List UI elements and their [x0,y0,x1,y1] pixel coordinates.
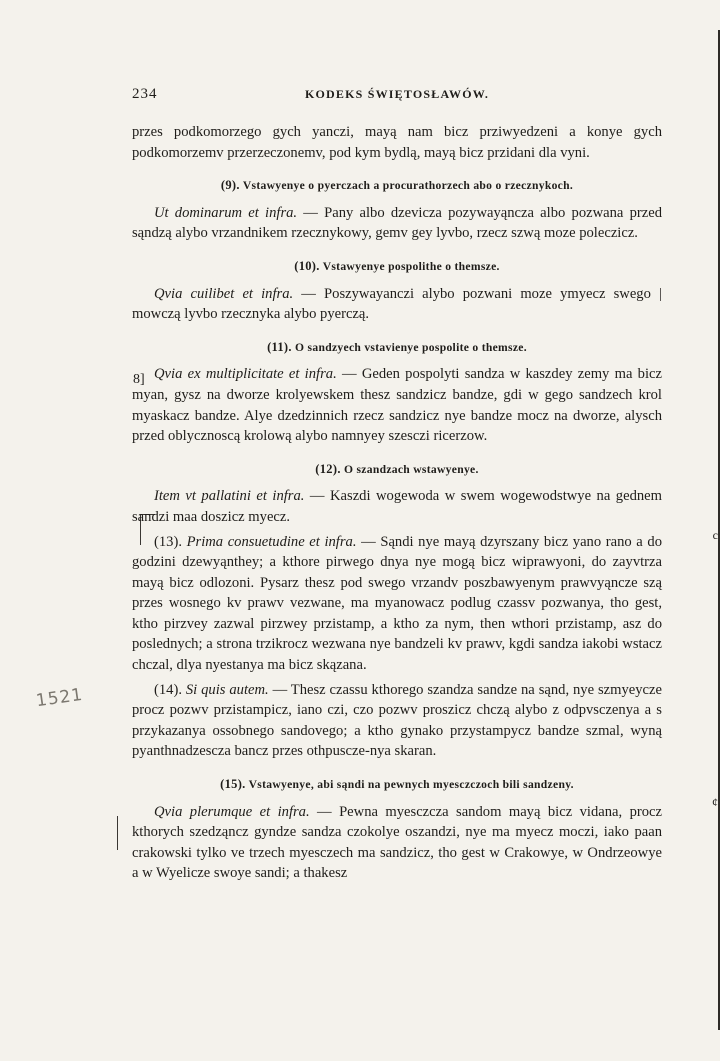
paragraph-text: — Geden pospolyti sandza w kaszdey zemy ma bicz myan, gysz na dworze krolyewskem thesz sandzicz bandze, gdi w gego sandzech krol myaskacz bandze. Alye dzedzinnich rzecz sandzicz nye bandze mocz na dworze, alysch przed oblycznoscą krolową alybo namnyey szesczi ricerzow. [132,366,662,445]
page-header [132,86,662,106]
paragraph-text: — Sąndi nye mayą dzyrszany bicz yano rano a do godzini dzewyąnthey; a kthore pirwego dnya nye mogą bicz wiprawyoni, do zayvtrza mayą bicz odlozoni. Pysarz thesz pod swego vrzandv poszbawyenym prawvyąncze szą przes wosnego kv prawv vezwane, ma myanowacz podlug czassv pozwanya, tho gest, ktho pirzvey zazwal pirzwey przistamp, a ktho za nym, then wthori przistamp, asz do poslednych; a strona trzikrocz wezwana nye bandzeli kv prawv, kgdi sandza iakobi wstacz chczal, dlya nyestanya ma bicz skązana. [132,533,662,674]
section-heading-10 [132,256,662,278]
section-title: O sandzyech vstavienye pospolite o themsze. [295,340,527,354]
section-number: (10). [294,258,320,273]
section-number: (14). [154,681,182,698]
edge-mark: ¢ [712,795,718,809]
paragraph-text: — Poszywayanczi alybo pozwani moze ymyecz swego | mowczą lyvbo rzecznyka alybo pyerczą. [132,285,662,323]
section-title: Vstawyenye, abi sąndi na pewnych myesczczoch bili sandzeny. [248,778,574,792]
page-number: 234 [132,86,158,102]
section-number: (15). [220,777,246,792]
paragraph: przes podkomorzego gych yanczi, mayą nam bicz przіwyedzeni a konye gych podkomorzemv przerzeczonemv, pod kym bydlą, mayą bicz przidani dla vyni. [132,124,662,161]
margin-rule [117,816,118,850]
section-number: (13). [154,533,182,550]
pencil-note: 1521 [34,684,85,712]
paragraph-text: — Kaszdi wogewoda w swem wogewodstwye na gednem sandzi maa doszicz myecz. [132,488,662,525]
section-number: (9). [220,178,240,193]
paragraph [132,680,662,762]
paragraph [132,532,662,676]
paragraph-text: — Thesz czassu kthorego szandza sandze na sąnd, nye szmyeycze procz pozwv przistampicz, iano czi, czo pozwv proszicz chczą alybo z odpvsczenya a s przykazanya ossobnego sandovego; a ktho gynako przystampycz bandze szmal, wyną pyanthnadzescza bancz przes othpuscze-nya skaran. [132,681,662,760]
latin-incipit: Item vt pallatini et infra. [154,488,305,505]
running-title: KODEKS ŚWIĘTOSŁAWÓW. [304,87,490,101]
section-number: (11). [267,339,292,354]
edge-mark: c [712,528,718,542]
section-heading-9 [132,175,662,197]
paragraph [132,486,662,527]
section-heading-11 [132,337,662,359]
paragraph [132,802,662,884]
latin-incipit: Qvia cuilibet et infra. [154,285,294,302]
section-number: (12). [315,461,341,476]
paragraph [132,284,662,325]
latin-incipit: Qvia ex multiplicitate et infra. [154,366,337,383]
section-title: Vstawyenye pospolithe o themsze. [322,259,500,273]
margin-folio-marker: 8] [133,372,145,387]
section-heading-12 [132,459,662,481]
body-text [132,122,662,884]
latin-incipit: Prima consuetudine et infra. [186,533,357,550]
section-title: O szandzach wstawyenye. [343,462,479,476]
section-heading-15 [132,774,662,796]
paragraph-text: — Pewna myesczcza sandom mayą bicz vidana, procz kthorych szedząncz gyndze sandza czokolye oszandzi, nye ma myecz moczi, iako paan crakowski tylko ve trzech myesczech ma sandzicz, tho gest w Crakowye, w Ondrzeowye a w Wyelicze swoye sandi; a thakesz [132,803,662,882]
paragraph [132,364,662,446]
section-title: Vstawyenye o pyerczach a procurathorzech abo o rzecznykoch. [242,179,574,193]
latin-incipit: Si quis autem. [185,681,269,698]
paragraph [132,203,662,244]
paragraph-text: — Pany albo dzevicza pozywayąncza albo pozwana przed sąndzą alybo vrzandnikem rzecznykowy, gemv gey lyvbo, rzecz szwą moze poleczicz. [132,204,662,242]
latin-incipit: Qvia plerumque et infra. [154,803,310,820]
latin-incipit: Ut dominarum et infra. [154,204,298,221]
